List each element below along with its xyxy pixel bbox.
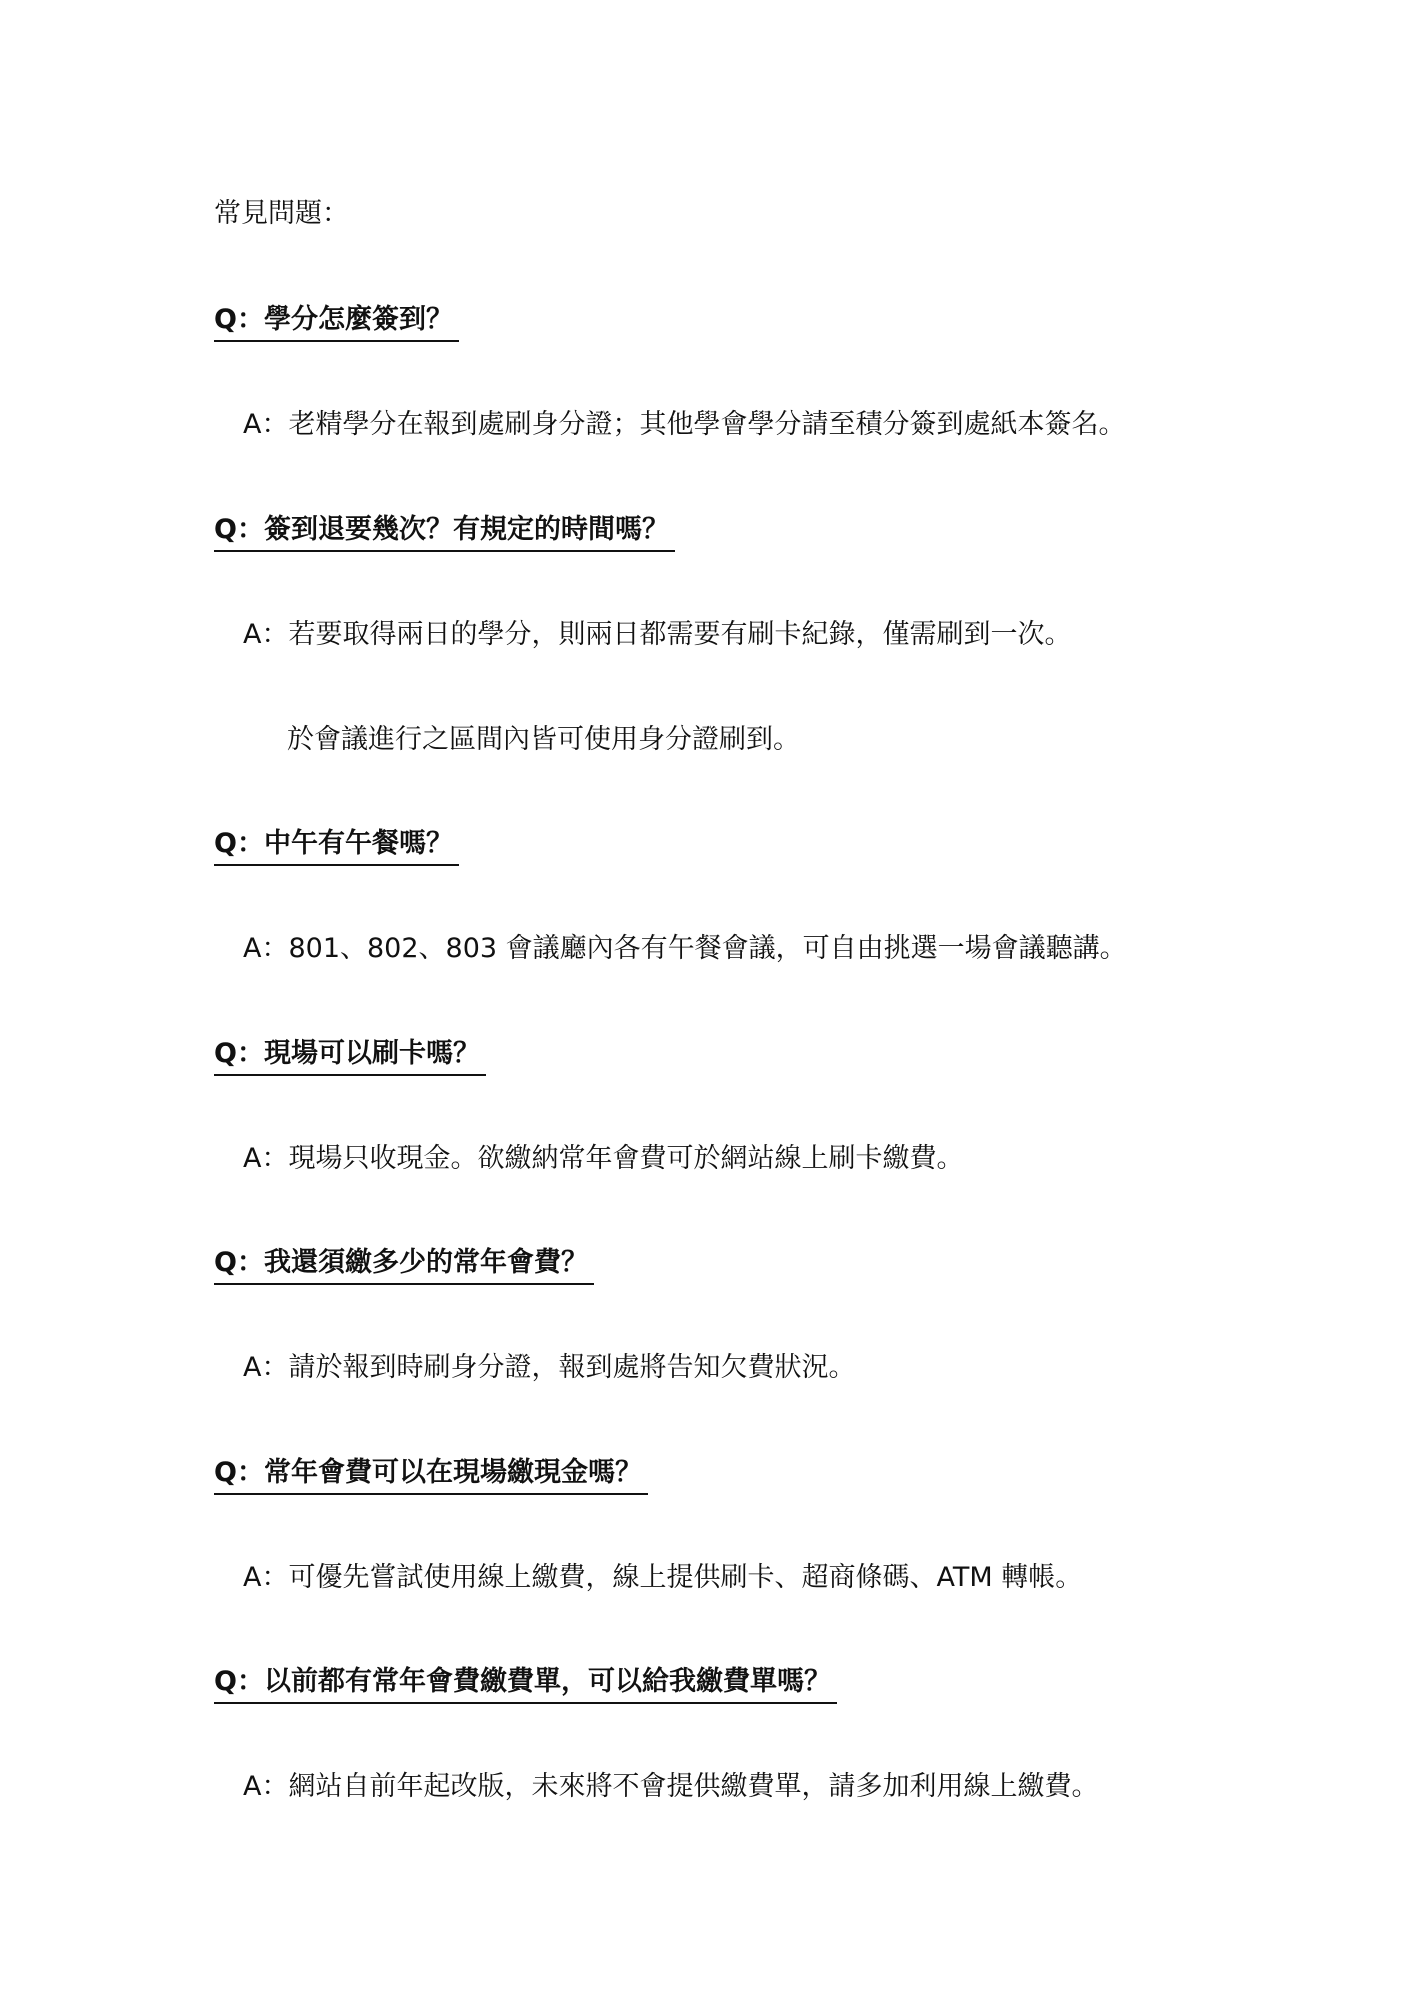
faq-question: Q：常年會費可以在現場繳現金嗎？ [214, 1455, 648, 1495]
faq-question: Q：以前都有常年會費繳費單，可以給我繳費單嗎？ [214, 1664, 837, 1704]
faq-question: Q：現場可以刷卡嗎？ [214, 1036, 486, 1076]
faq-answer: A：老精學分在報到處刷身分證；其他學會學分請至積分簽到處紙本簽名。 [243, 409, 1126, 440]
faq-question: Q：我還須繳多少的常年會費？ [214, 1245, 594, 1285]
faq-answer: A：請於報到時刷身分證，報到處將告知欠費狀況。 [243, 1352, 856, 1383]
faq-answer-continuation: 於會議進行之區間內皆可使用身分證刷到。 [287, 724, 800, 755]
faq-answer: A：若要取得兩日的學分，則兩日都需要有刷卡紀錄，僅需刷到一次。 [243, 619, 1072, 650]
faq-answer: A：801、802、803 會議廳內各有午餐會議，可自由挑選一場會議聽講。 [243, 933, 1127, 964]
faq-question: Q：簽到退要幾次？有規定的時間嗎？ [214, 512, 675, 552]
faq-question: Q：學分怎麼簽到？ [214, 302, 459, 342]
faq-question: Q：中午有午餐嗎？ [214, 826, 459, 866]
page-title: 常見問題： [214, 198, 349, 229]
faq-answer: A：可優先嘗試使用線上繳費，線上提供刷卡、超商條碼、ATM 轉帳。 [243, 1562, 1083, 1593]
faq-answer: A：現場只收現金。欲繳納常年會費可於網站線上刷卡繳費。 [243, 1143, 964, 1174]
faq-answer: A：網站自前年起改版，未來將不會提供繳費單，請多加利用線上繳費。 [243, 1771, 1099, 1802]
